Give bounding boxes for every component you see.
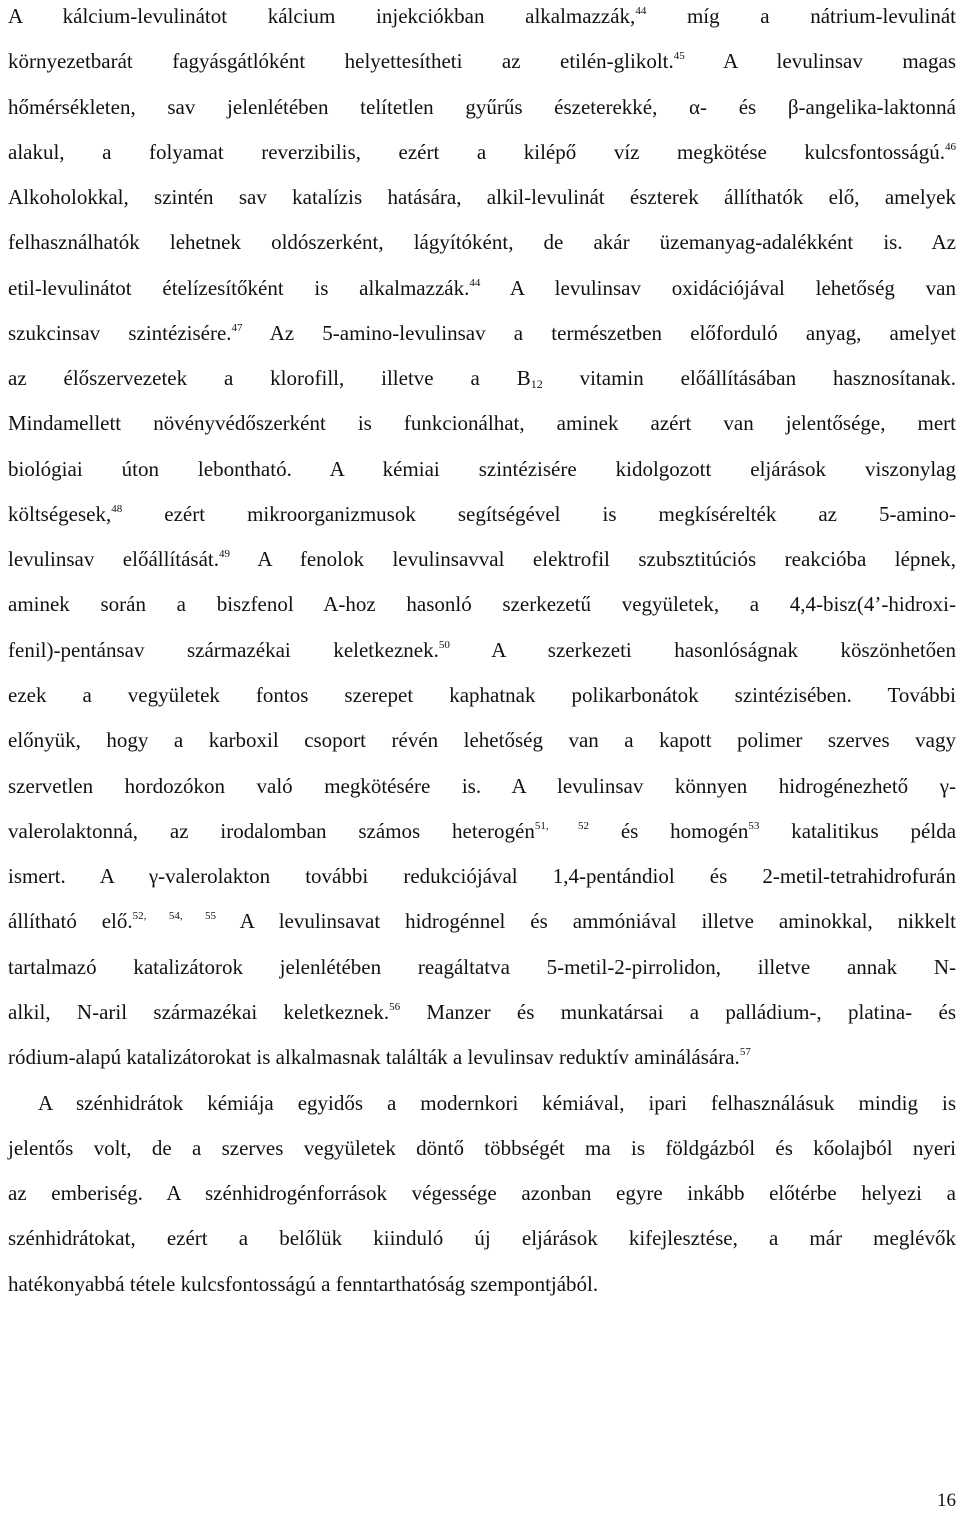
text-line: fenil)-pentánsav származékai keletkeznek.$^{50}$ A szerkezeti hasonlóságnak köszönhetően	[8, 638, 956, 662]
citation: 53	[748, 820, 760, 832]
text-line: tartalmazó katalizátorok jelenlétében reagáltatva 5-metil-2-pirrolidon, illetve annak N-	[8, 955, 956, 979]
text-line: ezek a vegyületek fontos szerepet kaphatnak polikarbonátok szintézisében. További	[8, 683, 956, 707]
text-line: alkil, N-aril származékai keletkeznek.$^{56}$ Manzer és munkatársai a palládium-, platina- és	[8, 1000, 956, 1024]
text-line: ródium-alapú katalizátorokat is alkalmasnak találták a levulinsav reduktív aminálására.$^{57}$	[8, 1045, 751, 1069]
text-line: ismert. A γ-valerolakton további redukciójával 1,4-pentándiol és 2-metil-tetrahidrofurán	[8, 864, 956, 888]
text-line: környezetbarát fagyásgátlóként helyettesítheti az etilén-glikolt.$^{45}$ A levulinsav magas	[8, 49, 956, 73]
citation: 57	[739, 1046, 751, 1058]
citation: 52, 54, 55	[132, 910, 216, 922]
text-line: költségesek,$^{48}$ ezért mikroorganizmusok segítségével is megkísérelték az 5-amino-	[8, 502, 956, 526]
subscript: 12	[530, 377, 543, 391]
text-line: szervetlen hordozókon való megkötésére is. A levulinsav könnyen hidrogénezhető γ-	[8, 774, 956, 798]
text-line: jelentős volt, de a szerves vegyületek döntő többségét ma is földgázból és kőolajból nyeri	[8, 1136, 956, 1160]
page-number: 16	[937, 1490, 956, 1511]
text-line: hatékonyabbá tétele kulcsfontosságú a fenntarthatóság szempontjából.	[8, 1272, 599, 1296]
citation: 50	[438, 639, 450, 651]
text-line: alakul, a folyamat reverzibilis, ezért a kilépő víz megkötése kulcsfontosságú.$^{46}$	[8, 140, 956, 164]
text-line: szénhidrátokat, ezért a belőlük kiinduló új eljárások kifejlesztése, a már meglévők	[8, 1226, 956, 1250]
text-line: előnyük, hogy a karboxil csoport révén lehetőség van a kapott polimer szerves vagy	[8, 728, 956, 752]
text-line: az emberiség. A szénhidrogénforrások végessége azonban egyre inkább előtérbe helyezi a	[8, 1181, 956, 1205]
citation: 46	[945, 141, 956, 153]
citation: 44	[635, 5, 647, 17]
text-line: etil-levulinátot ételízesítőként is alkalmazzák.$^{44}$ A levulinsav oxidációjával lehetőség van	[8, 276, 956, 300]
citation: 48	[111, 503, 123, 515]
text-line: felhasználhatók lehetnek oldószerként, lágyítóként, de akár üzemanyag-adalékként is. Az	[8, 230, 956, 254]
text-line: az élőszervezetek a klorofill, illetve a $B_{12}$ vitamin előállításában hasznosítanak.	[8, 366, 956, 391]
text-line: hőmérsékleten, sav jelenlétében telítetlen gyűrűs észeterekké, α- és β-angelika-laktonná	[8, 95, 956, 119]
text-line: A szénhidrátok kémiája egyidős a modernkori kémiával, ipari felhasználásuk mindig is	[38, 1091, 956, 1115]
text-line: szukcinsav szintézisére.$^{47}$ Az 5-amino-levulinsav a természetben előforduló anyag, amelyet	[8, 321, 956, 345]
text-line: levulinsav előállítását.$^{49}$ A fenolok levulinsavval elektrofil szubsztitúciós reakcióba lépnek,	[8, 547, 956, 571]
text-line: A kálcium-levulinátot kálcium injekciókban alkalmazzák,$^{44}$ míg a nátrium-levulinát	[8, 4, 957, 28]
text-line: Alkoholokkal, szintén sav katalízis hatására, alkil-levulinát észterek állíthatók elő, amelyek	[8, 185, 956, 209]
citation: 49	[219, 548, 231, 560]
citation: 56	[389, 1001, 401, 1013]
text-line: Mindamellett növényvédőszerként is funkcionálhat, aminek azért van jelentősége, mert	[8, 411, 956, 435]
citation: 45	[673, 50, 685, 62]
text-line: valerolaktonná, az irodalomban számos heterogén$^{51, 52}$ és homogén$^{53}$ katalitikus példa	[8, 819, 957, 843]
citation: 47	[231, 322, 243, 334]
citation: 44	[469, 277, 481, 289]
citation: 51, 52	[534, 820, 589, 832]
text-line: biológiai úton lebontható. A kémiai szintézisére kidolgozott eljárások viszonylag	[8, 457, 956, 481]
text-line: állítható elő.$^{52, 54, 55}$ A levulinsavat hidrogénnel és ammóniával illetve aminokkal, nikkelt	[8, 909, 956, 933]
text-line: aminek során a biszfenol A-hoz hasonló szerkezetű vegyületek, a 4,4-bisz(4’-hidroxi-	[8, 592, 956, 616]
